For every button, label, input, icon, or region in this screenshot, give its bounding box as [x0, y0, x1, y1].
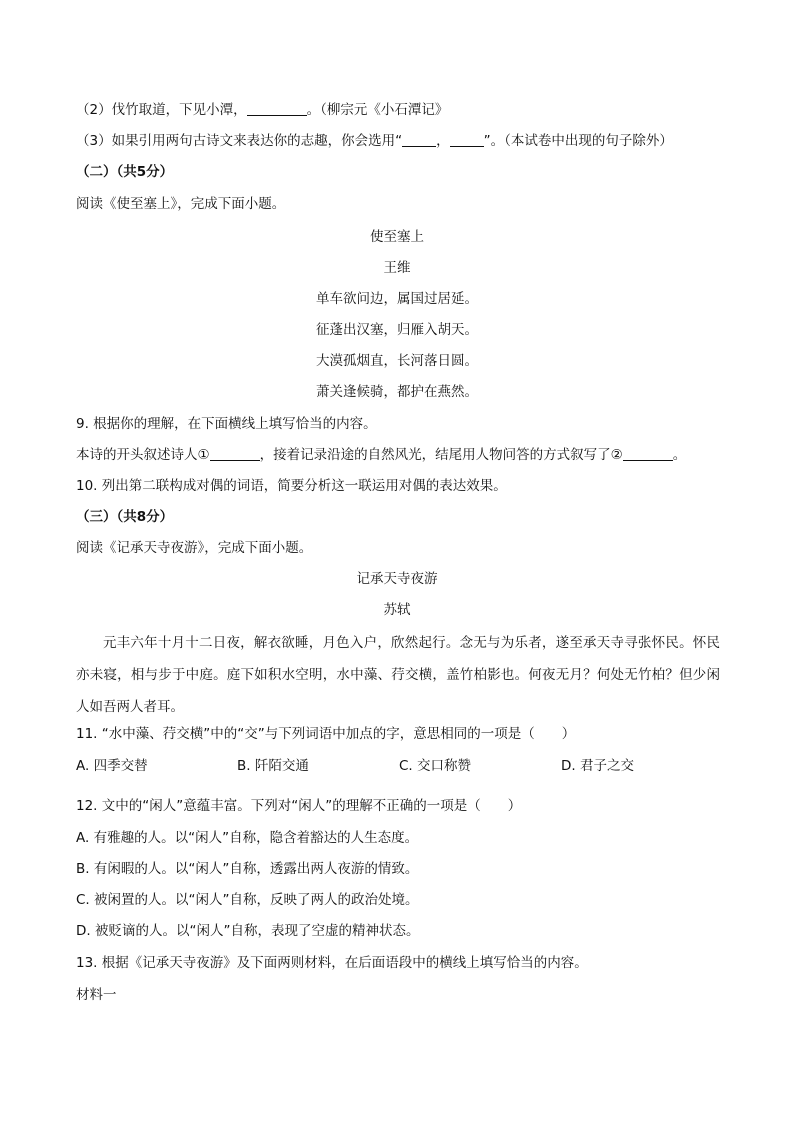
question-9-fill	[76, 445, 686, 465]
material-label: 材料一	[76, 987, 117, 1003]
option-b[interactable]: B. 阡陌交通	[237, 758, 309, 774]
section-instruction: 阅读《记承天寺夜游》，完成下面小题。	[76, 540, 313, 556]
option-d[interactable]: D. 君子之交	[561, 758, 634, 774]
question-12-stem: 12. 文中的“闲人”意蕴丰富。下列对“闲人”的理解不正确的一项是（ ）	[76, 798, 522, 814]
answer-blank[interactable]	[402, 132, 436, 147]
question-text: 。	[672, 447, 687, 463]
question-text: （3）如果引用两句古诗文来表达你的志趣，你会选用“	[76, 133, 403, 149]
question-fill-2	[76, 100, 448, 120]
question-text: ”。（本试卷中出现的句子除外）	[483, 133, 673, 149]
question-text: ，	[436, 133, 450, 149]
poem-line: 大漠孤烟直，长河落日圆。	[316, 353, 478, 369]
question-9-stem: 9. 根据你的理解，在下面横线上填写恰当的内容。	[76, 416, 377, 432]
option-c[interactable]: C. 被闲置的人。以“闲人”自称，反映了两人的政治处境。	[76, 892, 419, 908]
poem-title: 使至塞上	[370, 229, 424, 245]
question-13-stem: 13. 根据《记承天寺夜游》及下面两则材料，在后面语段中的横线上填写恰当的内容。	[76, 955, 588, 971]
question-fill-3	[76, 131, 673, 151]
option-b[interactable]: B. 有闲暇的人。以“闲人”自称，透露出两人夜游的情致。	[76, 861, 419, 877]
question-text: 。（柳宗元《小石潭记》	[306, 102, 449, 118]
option-a[interactable]: A. 有雅趣的人。以“闲人”自称，隐含着豁达的人生态度。	[76, 830, 419, 846]
answer-blank[interactable]	[247, 101, 307, 116]
poem-author: 王维	[383, 260, 411, 276]
question-text: （2）伐竹取道，下见小潭，	[76, 102, 247, 118]
section-header: （三）（共8分）	[76, 509, 174, 525]
passage-text: 元丰六年十月十二日夜，解衣欲睡，月色入户，欣然起行。念无与为乐者，遂至承天寺寻张怀民。怀民亦未寝，相与步于中庭。庭下如积水空明，水中藻、荇交横，盖竹柏影也。何夜无月？何处无竹柏？但少闲人如吾两人者耳。	[76, 635, 720, 715]
option-a[interactable]: A. 四季交替	[76, 758, 148, 774]
answer-blank[interactable]	[210, 446, 260, 461]
option-d[interactable]: D. 被贬谪的人。以“闲人”自称，表现了空虚的精神状态。	[76, 923, 420, 939]
blank-marker: ①	[197, 447, 210, 463]
section-instruction: 阅读《使至塞上》，完成下面小题。	[76, 196, 286, 212]
answer-blank[interactable]	[623, 446, 673, 461]
question-10-stem: 10. 列出第二联构成对偶的词语，简要分析这一联运用对偶的表达效果。	[76, 478, 507, 494]
poem-line: 征蓬出汉塞，归雁入胡天。	[316, 322, 478, 338]
passage-author: 苏轼	[383, 602, 411, 618]
blank-marker: ②	[610, 447, 623, 463]
answer-blank[interactable]	[450, 132, 484, 147]
option-c[interactable]: C. 交口称赞	[399, 758, 472, 774]
section-header: （二）（共5分）	[76, 164, 174, 180]
question-text: 本诗的开头叙述诗人	[76, 447, 198, 463]
passage-title: 记承天寺夜游	[356, 571, 438, 587]
question-11-stem: 11. “水中藻、荇交横”中的“交”与下列词语中加点的字，意思相同的一项是（ ）	[76, 726, 576, 742]
question-text: ，接着记录沿途的自然风光，结尾用人物问答的方式叙写了	[259, 447, 611, 463]
poem-line: 单车欲问边，属国过居延。	[316, 291, 478, 307]
poem-line: 萧关逢候骑，都护在燕然。	[316, 384, 478, 400]
